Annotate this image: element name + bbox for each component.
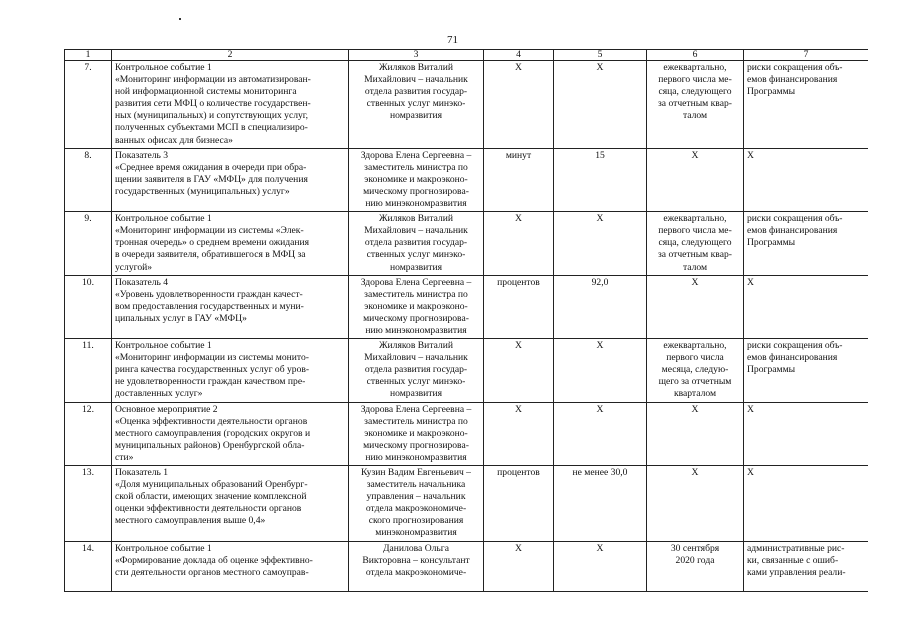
cell-text-line: не удовлетворенности граждан качеством пре- [115, 376, 306, 388]
unit-cell [484, 339, 554, 402]
cell-text-line: Здорова Елена Сергеевна – [360, 149, 472, 161]
table-row [65, 61, 869, 149]
cell-text-line: экономике и макроэконо- [364, 173, 468, 185]
row-number-cell: 8. [65, 148, 112, 211]
cell-text-line: отдела развития государ- [364, 364, 468, 376]
cell-text-line: ной информационной системы мониторинга [115, 86, 297, 98]
unit-cell [484, 212, 554, 275]
responsible-cell [349, 61, 484, 149]
cell-text-line: заместитель министра по [364, 288, 468, 300]
cell-text-line: Х [515, 62, 522, 73]
unit-cell [484, 541, 554, 591]
cell-text-line: ежеквартально, [663, 340, 727, 352]
cell-text-line: Х [596, 542, 604, 554]
cell-text-line: экономике и макроэконо- [364, 300, 468, 312]
cell-text-line: ципальных услуг в ГАУ «МФЦ» [115, 312, 247, 324]
risk-cell [744, 541, 869, 591]
cell-text-line: «Мониторинг информации из системы монито- [115, 352, 309, 364]
cell-text-line: первого числа ме- [658, 225, 732, 237]
cell-text-line: первого числа ме- [658, 74, 732, 86]
cell-text-line: отдела макроэкономиче- [365, 566, 467, 578]
cell-text-line: 2020 года [675, 554, 715, 566]
cell-text-line: сяца, следующего [658, 86, 732, 98]
cell-text-line: ных (муниципальных) и сопутствующих услуг, [115, 110, 309, 122]
cell-text-line: за отчетным квар- [658, 98, 732, 110]
cell-text-line: полученных субъектами МСП в специализиро- [115, 122, 308, 134]
table-container [64, 49, 868, 640]
table-row [65, 148, 869, 211]
cell-text-line: Данилова Ольга [383, 542, 449, 554]
indicator-cell [112, 466, 349, 542]
cell-text-line: нию минэкономразвития [365, 451, 467, 463]
deadline-cell [647, 61, 744, 149]
cell-text-line: Михайлович – начальник [364, 352, 468, 364]
cell-text-line: емов финансирования [747, 74, 838, 86]
cell-text-line: Х [515, 213, 522, 225]
cell-text-line: Х [515, 542, 522, 554]
cell-text-line: доставленных услуг» [115, 388, 203, 400]
value-cell [554, 212, 647, 275]
cell-text-line: «Формирование доклада об оценке эффективно- [115, 554, 313, 566]
cell-text-line: емов финансирования [747, 352, 838, 364]
cell-text-line: Викторовна – консультант [362, 554, 470, 566]
responsible-cell [349, 275, 484, 338]
deadline-cell [647, 541, 744, 591]
row-number-cell: 13. [65, 466, 112, 542]
cell-text-line: управления – начальник [366, 491, 466, 503]
cell-text-line: вом предоставления государственных и муни- [115, 300, 304, 312]
cell-text-line: сти деятельности органов местного самоуправ- [115, 566, 309, 578]
cell-text-line: «Мониторинг информации из автоматизирован- [115, 74, 311, 86]
indicator-cell [112, 148, 349, 211]
cell-text-line: Контрольное событие 1 [115, 340, 212, 352]
cell-text-line: первого числа [666, 352, 724, 364]
cell-text-line: Основное мероприятие 2 [115, 403, 218, 415]
responsible-cell [349, 148, 484, 211]
unit-cell [484, 61, 554, 149]
cell-text-line: Кузин Вадим Евгеньевич – [361, 467, 471, 478]
cell-text-line: «Мониторинг информации из системы «Элек- [115, 225, 304, 237]
program-monitoring-table [64, 49, 868, 592]
responsible-cell [349, 339, 484, 402]
cell-text-line: Михайлович – начальник [364, 225, 468, 237]
cell-text-line: 15 [595, 149, 605, 161]
indicator-cell [112, 212, 349, 275]
cell-text-line: щении заявителя в ГАУ «МФЦ» для получения [115, 173, 308, 185]
value-cell [554, 339, 647, 402]
value-cell [554, 148, 647, 211]
cell-text-line: «Среднее время ожидания в очереди при обра- [115, 161, 307, 173]
cell-text-line: ками управления реали- [747, 566, 846, 578]
cell-text-line: ского прогнозирования [368, 515, 464, 527]
cell-text-line: не менее 30,0 [572, 467, 628, 478]
cell-text-line: ки, связанные с ошиб- [747, 554, 839, 566]
cell-text-line: муниципальных районов) Оренбургской обла- [115, 439, 305, 451]
table-row [65, 466, 869, 542]
risk-cell [744, 402, 869, 465]
cell-text-line: тронная очередь» о среднем времени ожидания [115, 237, 310, 249]
cell-text-line: «Доля муниципальных образований Оренбург- [115, 479, 308, 491]
cell-text-line: номразвития [389, 110, 443, 122]
cell-text-line: Контрольное событие 1 [115, 62, 212, 73]
cell-text-line: ежеквартально, [663, 213, 727, 225]
header-cell: 1 [65, 50, 112, 61]
cell-text-line: 30 сентября [670, 542, 720, 554]
cell-text-line: местного самоуправления (городских округов и [115, 427, 311, 439]
cell-text-line: отдела развития государ- [364, 237, 468, 249]
cell-text-line: Показатель 4 [115, 276, 169, 288]
cell-text-line: оценки эффективности деятельности органов [115, 503, 302, 515]
cell-text-line: Программы [747, 364, 796, 376]
row-number-cell: 12. [65, 402, 112, 465]
cell-text-line: емов финансирования [747, 225, 838, 237]
unit-cell [484, 466, 554, 542]
value-cell [554, 61, 647, 149]
cell-text-line: Х [596, 403, 604, 415]
cell-text-line: ежеквартально, [663, 62, 727, 73]
cell-text-line: Х [691, 467, 699, 478]
cell-text-line: Показатель 1 [115, 467, 169, 478]
cell-text-line: Х [691, 403, 699, 415]
cell-text-line: номразвития [389, 261, 443, 273]
cell-text-line: минут [505, 149, 532, 161]
table-row [65, 339, 869, 402]
cell-text-line: талом [682, 261, 708, 273]
header-cell: 2 [112, 50, 349, 61]
cell-text-line: Михайлович – начальник [364, 74, 468, 86]
scan-speck [179, 18, 181, 20]
cell-text-line: мическому прогнозирова- [363, 312, 469, 324]
deadline-cell [647, 275, 744, 338]
cell-text-line: номразвития [389, 388, 443, 400]
cell-text-line: за отчетным квар- [658, 249, 732, 261]
indicator-cell [112, 402, 349, 465]
cell-text-line: Программы [747, 237, 796, 249]
cell-text-line: услугой» [115, 261, 153, 273]
cell-text-line: развития сети МФЦ о количестве государствен- [115, 98, 311, 110]
cell-text-line: риски сокращения объ- [747, 213, 843, 225]
responsible-cell [349, 466, 484, 542]
cell-text-line: сти» [115, 451, 134, 463]
cell-text-line: ской области, имеющих значение комплексной [115, 491, 307, 503]
responsible-cell [349, 541, 484, 591]
header-row [65, 50, 869, 61]
table-row [65, 275, 869, 338]
cell-text-line: кварталом [673, 388, 717, 400]
cell-text-line: мическому прогнозирова- [363, 185, 469, 197]
cell-text-line: экономике и макроэконо- [364, 427, 468, 439]
cell-text-line: процентов [497, 276, 540, 288]
value-cell [554, 541, 647, 591]
cell-text-line: сяца, следующего [658, 237, 732, 249]
cell-text-line: заместитель начальника [366, 479, 466, 491]
cell-text-line: Показатель 3 [115, 149, 169, 161]
risk-cell [744, 339, 869, 402]
risk-cell [744, 148, 869, 211]
header-cell: 3 [349, 50, 484, 61]
row-number-cell: 11. [65, 339, 112, 402]
cell-text-line: 92,0 [591, 276, 609, 288]
risk-cell [744, 466, 869, 542]
value-cell [554, 402, 647, 465]
value-cell [554, 275, 647, 338]
header-cell: 5 [554, 50, 647, 61]
page-number: 71 [447, 34, 458, 46]
header-cell: 6 [647, 50, 744, 61]
row-number-cell: 9. [65, 212, 112, 275]
cell-text-line: щего за отчетным [658, 376, 732, 388]
cell-text-line: Х [747, 403, 754, 415]
cell-text-line: Контрольное событие 1 [115, 213, 212, 225]
cell-text-line: заместитель министра по [364, 161, 468, 173]
header-cell: 4 [484, 50, 554, 61]
cell-text-line: месяца, следую- [661, 364, 729, 376]
cell-text-line: государственных (муниципальных) услуг» [115, 185, 290, 197]
cell-text-line: отдела развития государ- [364, 86, 468, 98]
deadline-cell [647, 212, 744, 275]
cell-text-line: Жиляков Виталий [378, 340, 454, 352]
row-number-cell: 14. [65, 541, 112, 591]
cell-text-line: ванных офисах для бизнеса» [115, 134, 233, 146]
value-cell [554, 466, 647, 542]
deadline-cell [647, 339, 744, 402]
cell-text-line: Программы [747, 86, 796, 98]
row-number-cell: 7. [65, 61, 112, 149]
indicator-cell [112, 275, 349, 338]
table-row [65, 212, 869, 275]
row-number-cell: 10. [65, 275, 112, 338]
deadline-cell [647, 402, 744, 465]
cell-text-line: ственных услуг минэко- [366, 98, 466, 110]
cell-text-line: мическому прогнозирова- [363, 439, 469, 451]
cell-text-line: процентов [497, 467, 540, 478]
indicator-cell [112, 541, 349, 591]
cell-text-line: риски сокращения объ- [747, 62, 843, 73]
cell-text-line: «Уровень удовлетворенности граждан качест- [115, 288, 303, 300]
cell-text-line: Х [691, 149, 699, 161]
cell-text-line: Здорова Елена Сергеевна – [360, 276, 472, 288]
cell-text-line: Х [596, 62, 604, 73]
cell-text-line: минэкономразвития [375, 527, 457, 539]
cell-text-line: Жиляков Виталий [378, 62, 454, 73]
cell-text-line: риски сокращения объ- [747, 340, 843, 352]
cell-text-line: Жиляков Виталий [378, 213, 454, 225]
deadline-cell [647, 466, 744, 542]
risk-cell [744, 275, 869, 338]
cell-text-line: Х [747, 276, 754, 288]
header-cell: 7 [744, 50, 869, 61]
cell-text-line: заместитель министра по [364, 415, 468, 427]
risk-cell [744, 61, 869, 149]
cell-text-line: Х [515, 340, 522, 352]
unit-cell [484, 402, 554, 465]
indicator-cell [112, 61, 349, 149]
cell-text-line: местного самоуправления выше 0,4» [115, 515, 266, 527]
cell-text-line: отдела макроэкономиче- [365, 503, 467, 515]
cell-text-line: административные рис- [747, 542, 845, 554]
table-row [65, 402, 869, 465]
cell-text-line: нию минэкономразвития [365, 198, 467, 210]
cell-text-line: Х [747, 149, 754, 161]
table-row [65, 541, 869, 591]
cell-text-line: Х [747, 467, 754, 478]
cell-text-line: Х [691, 276, 699, 288]
cell-text-line: ственных услуг минэко- [366, 249, 466, 261]
cell-text-line: ринга качества государственных услуг об уров- [115, 364, 310, 376]
indicator-cell [112, 339, 349, 402]
cell-text-line: Х [596, 340, 604, 352]
deadline-cell [647, 148, 744, 211]
unit-cell [484, 275, 554, 338]
risk-cell [744, 212, 869, 275]
cell-text-line: Контрольное событие 1 [115, 542, 212, 554]
responsible-cell [349, 402, 484, 465]
cell-text-line: Здорова Елена Сергеевна – [360, 403, 472, 415]
cell-text-line: Х [515, 403, 522, 415]
responsible-cell [349, 212, 484, 275]
cell-text-line: «Оценка эффективности деятельности органов [115, 415, 308, 427]
cell-text-line: нию минэкономразвития [365, 324, 467, 336]
cell-text-line: Х [596, 213, 604, 225]
cell-text-line: ственных услуг минэко- [366, 376, 466, 388]
unit-cell [484, 148, 554, 211]
cell-text-line: талом [682, 110, 708, 122]
cell-text-line: в очереди заявителя, обратившегося в МФЦ за [115, 249, 306, 261]
